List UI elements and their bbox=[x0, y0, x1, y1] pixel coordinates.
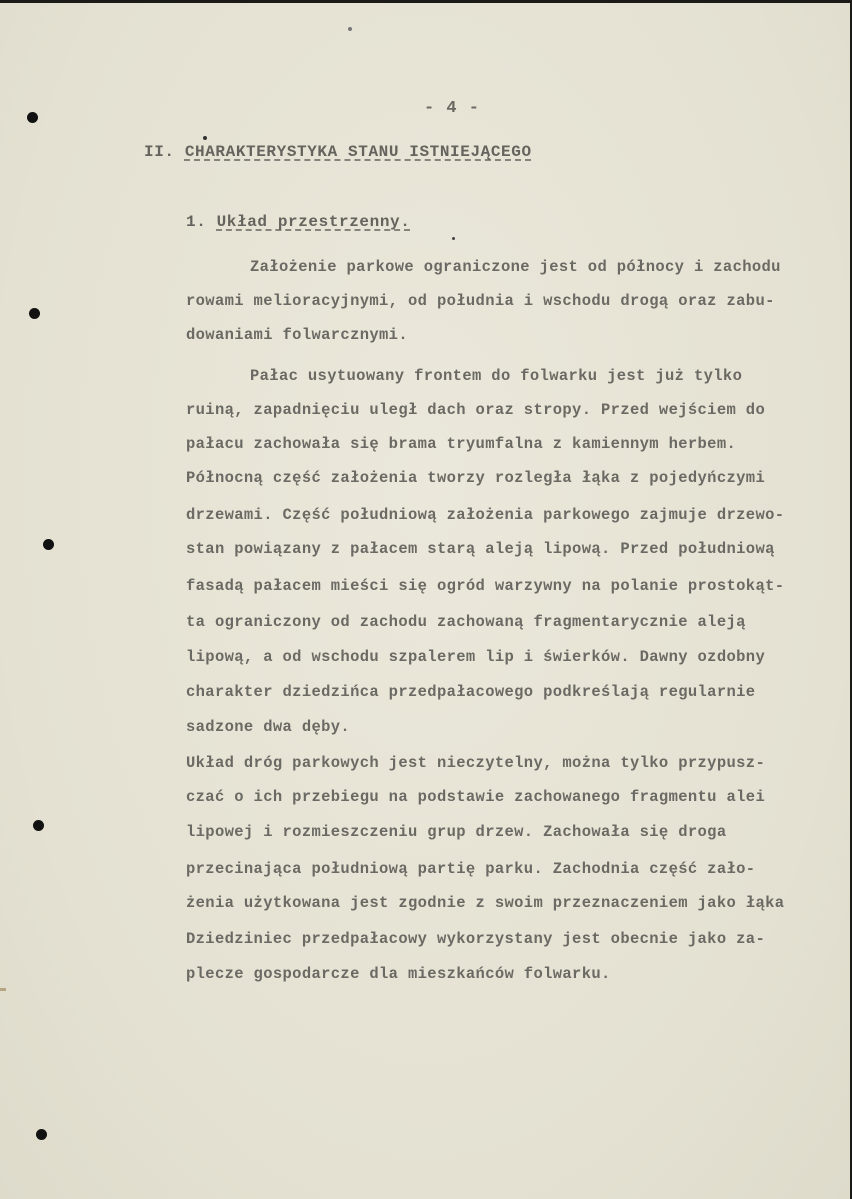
section-heading bbox=[144, 143, 532, 161]
text-line: ruiną, zapadnięciu uległ dach oraz stropy. Przed wejściem do bbox=[186, 401, 766, 419]
text-line: stan powiązany z pałacem starą aleją lipową. Przed południową bbox=[186, 540, 775, 558]
text-line: żenia użytkowana jest zgodnie z swoim przeznaczeniem jako łąka bbox=[186, 894, 785, 912]
punch-hole-icon bbox=[29, 308, 40, 319]
subsection-number: 1. bbox=[186, 213, 207, 231]
paper-speck bbox=[203, 136, 207, 140]
text-line: Układ dróg parkowych jest nieczytelny, można tylko przypusz- bbox=[186, 754, 766, 772]
paper-speck bbox=[348, 27, 352, 31]
text-line: pałacu zachowała się brama tryumfalna z kamiennym herbem. bbox=[186, 435, 737, 453]
text-line: plecze gospodarcze dla mieszkańców folwarku. bbox=[186, 965, 611, 983]
text-line: fasadą pałacem mieści się ogród warzywny na polanie prostokąt- bbox=[186, 577, 785, 595]
punch-hole-icon bbox=[27, 112, 38, 123]
document-page bbox=[0, 3, 850, 1199]
text-line: Założenie parkowe ograniczone jest od północy i zachodu bbox=[250, 258, 781, 276]
text-line: przecinająca południową partię parku. Zachodnia część zało- bbox=[186, 860, 756, 878]
text-line: lipową, a od wschodu szpalerem lip i świerków. Dawny ozdobny bbox=[186, 648, 766, 666]
text-line: czać o ich przebiegu na podstawie zachowanego fragmentu alei bbox=[186, 788, 766, 806]
section-number: II. bbox=[144, 143, 175, 161]
text-line: drzewami. Część południową założenia parkowego zajmuje drzewo- bbox=[186, 506, 785, 524]
text-line: rowami melioracyjnymi, od południa i wschodu drogą oraz zabu- bbox=[186, 292, 775, 310]
subsection-heading bbox=[186, 213, 410, 231]
text-line: lipowej i rozmieszczeniu grup drzew. Zachowała się droga bbox=[186, 823, 727, 841]
text-line: sadzone dwa dęby. bbox=[186, 718, 351, 736]
punch-hole-icon bbox=[43, 539, 54, 550]
paper-speck bbox=[452, 237, 455, 240]
paper-edge-mark bbox=[0, 988, 6, 991]
text-line: ta ograniczony od zachodu zachowaną fragmentarycznie aleją bbox=[186, 613, 746, 631]
subsection-title: Układ przestrzenny. bbox=[216, 213, 411, 231]
text-line: charakter dziedzińca przedpałacowego podkreślają regularnie bbox=[186, 683, 756, 701]
text-line: Dziedziniec przedpałacowy wykorzystany jest obecnie jako za- bbox=[186, 930, 766, 948]
text-line: Pałac usytuowany frontem do folwarku jest już tylko bbox=[250, 367, 743, 385]
punch-hole-icon bbox=[36, 1129, 47, 1140]
text-line: Północną część założenia tworzy rozległa łąka z pojedyńczymi bbox=[186, 469, 766, 487]
punch-hole-icon bbox=[33, 820, 44, 831]
page-number: - 4 - bbox=[424, 99, 481, 118]
section-title: CHARAKTERYSTYKA STANU ISTNIEJĄCEGO bbox=[184, 143, 532, 161]
text-line: dowaniami folwarcznymi. bbox=[186, 326, 408, 344]
